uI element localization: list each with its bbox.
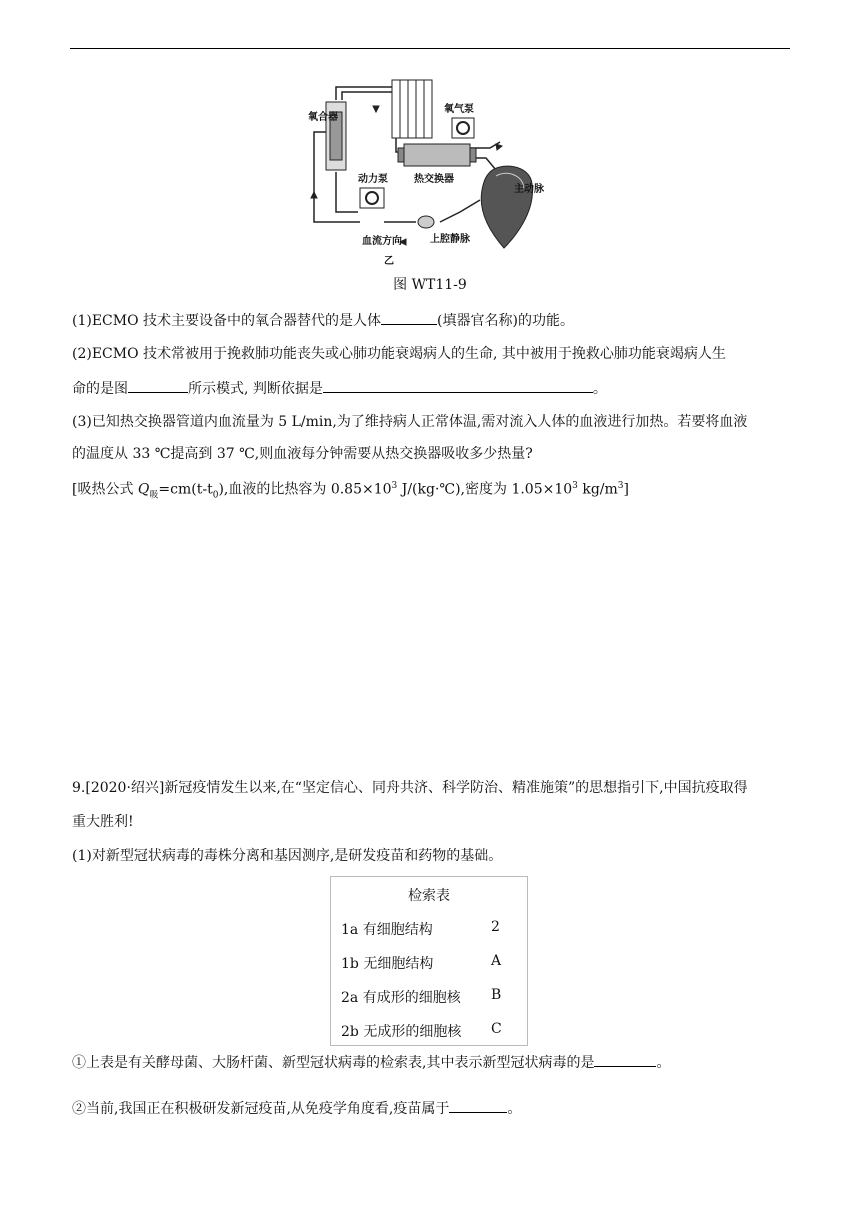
figure-caption: 图 WT11-9 [393, 277, 467, 293]
formula-part-4: J/(kg·℃),密度为 1.05×10 [397, 481, 573, 498]
q2-blank-1[interactable] [128, 378, 188, 393]
q9-item-1 [72, 1052, 670, 1073]
question-2-line-2 [72, 378, 607, 399]
label-power-pump: 动力泵 [358, 174, 388, 185]
q2-text-d: 。 [592, 381, 607, 397]
label-svc: 上腔静脉 [430, 234, 470, 245]
key-table-title: 检索表 [408, 888, 450, 904]
q9-item2-text-a: ②当前,我国正在积极研发新冠疫苗,从免疫学角度看,疫苗属于 [72, 1101, 450, 1117]
ecmo-diagram [300, 72, 560, 272]
key-table-val: B [491, 987, 502, 1003]
q9-item1-text-a: ①上表是有关酵母菌、大肠杆菌、新型冠状病毒的检索表,其中表示新型冠状病毒的是 [72, 1055, 595, 1071]
formula-sub: 吸 [149, 490, 159, 501]
label-aorta: 主动脉 [514, 184, 544, 195]
label-mode: 乙 [384, 256, 394, 267]
key-table-key: 2b 无成形的细胞核 [341, 1024, 462, 1040]
q9-sub-1: (1)对新型冠状病毒的毒株分离和基因测序,是研发疫苗和药物的基础。 [72, 848, 503, 864]
question-3-line-2: 的温度从 33 ℃提高到 37 ℃,则血液每分钟需要从热交换器吸收多少热量? [72, 446, 533, 462]
heart-shape [481, 166, 532, 248]
q2-text-c: 所示模式, 判断依据是 [188, 381, 323, 397]
oxygen-bank [392, 80, 432, 138]
key-table-val: A [491, 953, 502, 969]
q2-text-b: 命的是图 [72, 381, 128, 397]
label-heat-exchanger: 热交换器 [414, 174, 454, 185]
key-table-key: 1a 有细胞结构 [341, 922, 433, 938]
q9-item2-text-b: 。 [507, 1101, 522, 1117]
q2-blank-2[interactable] [323, 378, 593, 393]
q9-item2-blank[interactable] [449, 1098, 507, 1113]
formula-sub0: 0 [212, 490, 219, 501]
formula-exp-3: 3 [617, 481, 624, 491]
label-blood-flow: 血流方向 [362, 236, 402, 247]
q9-line-1: 9.[2020·绍兴]新冠疫情发生以来,在“坚定信心、同舟共济、科学防治、精准施策”的思想指引下,中国抗疫取得 [72, 780, 748, 796]
ecmo-diagram-svg [300, 72, 560, 272]
key-table-key: 1b 无细胞结构 [341, 956, 434, 972]
label-oxygen-pump: 氧气泵 [444, 104, 474, 115]
question-1 [72, 310, 574, 331]
question-3-line-1: (3)已知热交换器管道内血流量为 5 L/min,为了维持病人正常体温,需对流入人体的血液进行加热。若要将血液 [72, 414, 748, 430]
q9-item1-blank[interactable] [594, 1052, 656, 1067]
key-table-val: 2 [491, 919, 500, 935]
formula-part-1: [吸热公式 [72, 481, 138, 498]
q1-blank[interactable] [381, 310, 437, 325]
formula-part-5: kg/m [577, 481, 618, 498]
formula-part-3: ),血液的比热容为 0.85×10 [218, 481, 392, 498]
formula-exp-1: 3 [391, 481, 398, 491]
q9-item1-text-b: 。 [656, 1055, 671, 1071]
formula-exp-2: 3 [572, 481, 578, 491]
key-table [330, 876, 528, 1046]
q1-text-b: (填器官名称)的功能。 [437, 313, 574, 329]
formula-part-2: =cm(t-t [158, 481, 213, 498]
label-oxygenator-1: 氧合器 [308, 112, 338, 123]
key-table-val: C [491, 1021, 502, 1037]
heat-exchanger-body [404, 144, 470, 166]
key-table-key: 2a 有成形的细胞核 [341, 990, 461, 1006]
q9-item-2 [72, 1098, 521, 1119]
formula-part-6: ] [623, 481, 629, 498]
q9-line-2: 重大胜利! [72, 814, 134, 830]
question-3-formula [72, 476, 629, 505]
header-rule [70, 48, 790, 49]
formula-Q: Q [137, 481, 150, 498]
question-2-line-1: (2)ECMO 技术常被用于挽救肺功能丧失或心肺功能衰竭病人的生命, 其中被用于挽救心肺功能衰竭病人生 [72, 346, 726, 362]
q1-text-a: (1)ECMO 技术主要设备中的氧合器替代的是人体 [72, 313, 382, 329]
